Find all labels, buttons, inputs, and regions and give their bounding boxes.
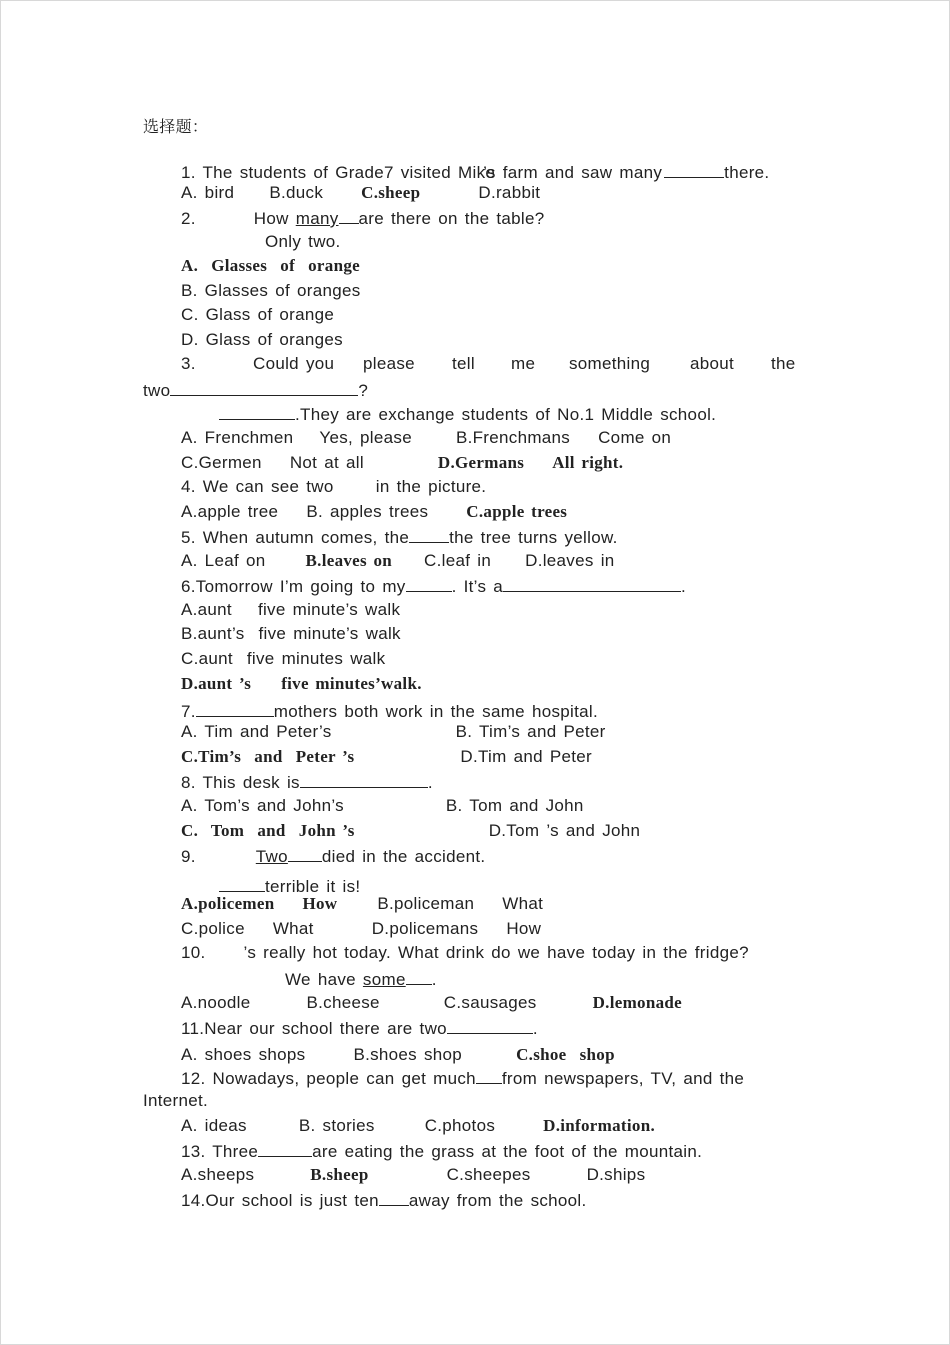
option-6a: A.aunt five minute’s walk [181, 600, 401, 619]
question-3-options-ab: A. Frenchmen Yes, please B.Frenchmans Come on [181, 428, 672, 447]
question-5: 5. When autumn comes, the the tree turns yellow. [181, 528, 618, 547]
question-8: 8. This desk is . [181, 773, 433, 792]
question-9-options-cd: C.police What D.policemans How [181, 919, 542, 938]
question-9: 9. Two died in the accident. [181, 847, 486, 866]
question-11: 11.Near our school there are two . [181, 1019, 538, 1038]
question-10: 10. ’s really hot today. What drink do we have today in the fridge? [181, 943, 749, 962]
option-6c: C.aunt five minutes walk [181, 649, 386, 668]
option-2a: A. Glasses of orange [181, 256, 360, 275]
question-5-options: A. Leaf on B.leaves on C.leaf in D.leaves in [181, 551, 615, 570]
question-11-options: A. shoes shops B.shoes shop C.shoe shop [181, 1045, 615, 1064]
option-6d: D.aunt ’s five minutes’walk. [181, 674, 422, 693]
option-2d: D. Glass of oranges [181, 330, 343, 349]
question-1-options: A. bird B.duck C.sheep D.rabbit [181, 183, 541, 202]
question-12-cont: Internet. [143, 1091, 209, 1110]
question-3-word: about [690, 354, 735, 373]
question-9-cont: terrible it is! [219, 875, 360, 897]
question-7-options-ab: A. Tim and Peter’s B. Tim’s and Peter [181, 722, 606, 741]
question-12-options: A. ideas B. stories C.photos D.information. [181, 1116, 656, 1135]
question-3-word: please [363, 354, 415, 373]
option-2c: C. Glass of orange [181, 305, 335, 324]
question-8-options-cd: C. Tom and John ’s D.Tom ’s and John [181, 821, 641, 840]
question-3-word: the [771, 354, 796, 373]
question-3-cont: two ? [143, 381, 369, 400]
question-4: 4. We can see two in the picture. [181, 477, 487, 496]
question-4-options: A.apple tree B. apples trees C.apple trees [181, 502, 568, 521]
section-title: 选择题： [143, 117, 209, 136]
question-3-answer: .They are exchange students of No.1 Middle school. [219, 403, 716, 425]
question-3-word: tell [452, 354, 475, 373]
question-10-answer: We have some . [285, 970, 437, 989]
question-2: 2. How many are there on the table? [181, 209, 545, 228]
question-7-options-cd: C.Tim’s and Peter ’s D.Tim and Peter [181, 747, 593, 766]
question-3-word: Could you [253, 354, 335, 373]
question-3-num: 3. [181, 354, 196, 373]
question-1: 1. The students of Grade7 visited Mike’s farm and saw many there. [181, 163, 770, 182]
question-8-options-ab: A. Tom’s and John’s B. Tom and John [181, 796, 584, 815]
question-13: 13. Three are eating the grass at the foot of the mountain. [181, 1142, 703, 1161]
question-9-options-ab: A.policemen How B.policeman What [181, 894, 544, 913]
question-2-answer: Only two. [265, 232, 341, 251]
question-10-options: A.noodle B.cheese C.sausages D.lemonade [181, 993, 682, 1012]
option-2b: B. Glasses of oranges [181, 281, 361, 300]
question-7: 7. mothers both work in the same hospital. [181, 702, 598, 721]
question-3-word: something [569, 354, 651, 373]
question-3-options-cd: C.Germen Not at all D.Germans All right. [181, 453, 624, 472]
question-14: 14.Our school is just ten away from the school. [181, 1191, 587, 1210]
question-12: 12. Nowadays, people can get much from newspapers, TV, and the [181, 1069, 745, 1088]
question-6: 6.Tomorrow I’m going to my . It’s a . [181, 577, 687, 596]
option-6b: B.aunt’s five minute’s walk [181, 624, 401, 643]
question-13-options: A.sheeps B.sheep C.sheepes D.ships [181, 1165, 646, 1184]
question-3-word: me [511, 354, 536, 373]
